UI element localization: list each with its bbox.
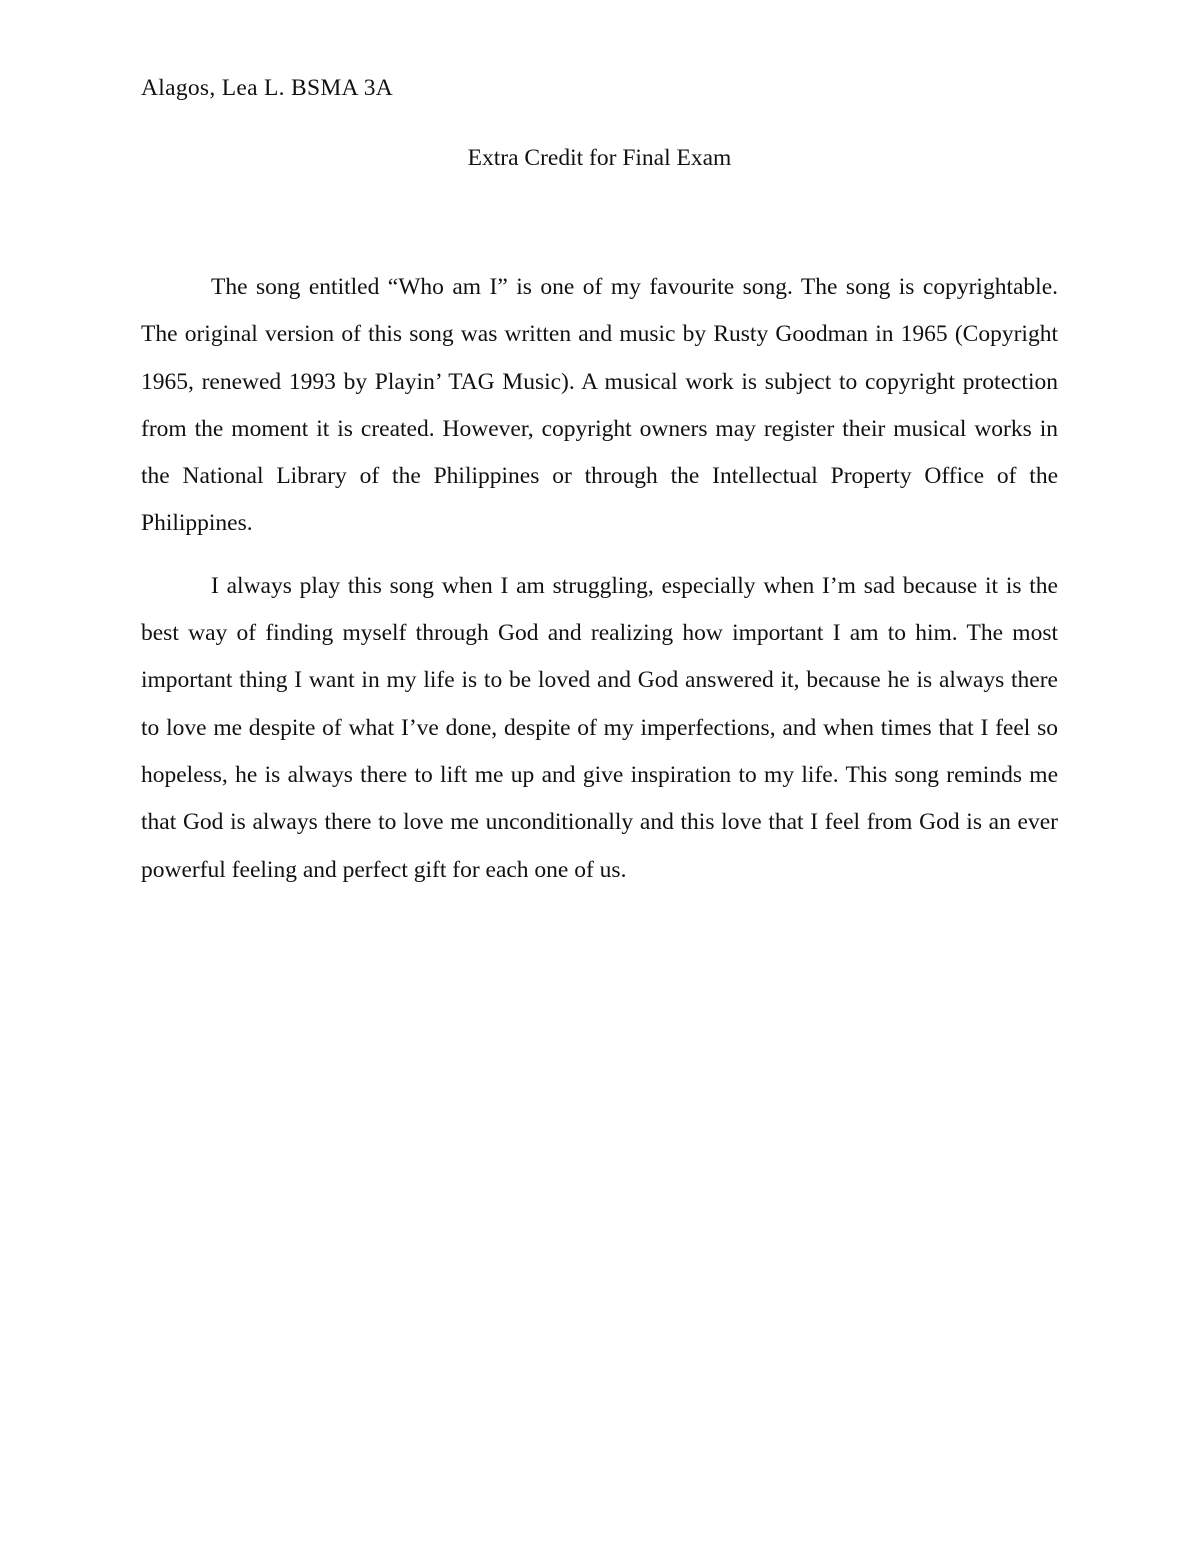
paragraph-copyright: The song entitled “Who am I” is one of my favourite song. The song is copyrightable. The original version of this song was written and music by Rusty Goodman in 1965 (Copyright 1965, renewed 1993 by Playin’ TAG Music). A musical work is subject to copyright protection from the moment it is created. However, copyright owners may register their musical works in the National Library of the Philippines or through the Intellectual Property Office of the Philippines.	[141, 274, 1058, 537]
author-line: Alagos, Lea L. BSMA 3A	[141, 75, 394, 101]
paragraph-personal-reflection: I always play this song when I am struggling, especially when I’m sad because it is the best way of finding myself through God and realizing how important I am to him. The most important thing I want in my life is to be loved and God answered it, because he is always there to love me despite of what I’ve done, despite of my imperfections, and when times that I feel so hopeless, he is always there to lift me up and give inspiration to my life. This song reminds me that God is always there to love me unconditionally and this love that I feel from God is an ever powerful feeling and perfect gift for each one of us.	[141, 572, 1058, 883]
document-title: Extra Credit for Final Exam	[467, 145, 732, 171]
document-body	[141, 264, 1058, 894]
